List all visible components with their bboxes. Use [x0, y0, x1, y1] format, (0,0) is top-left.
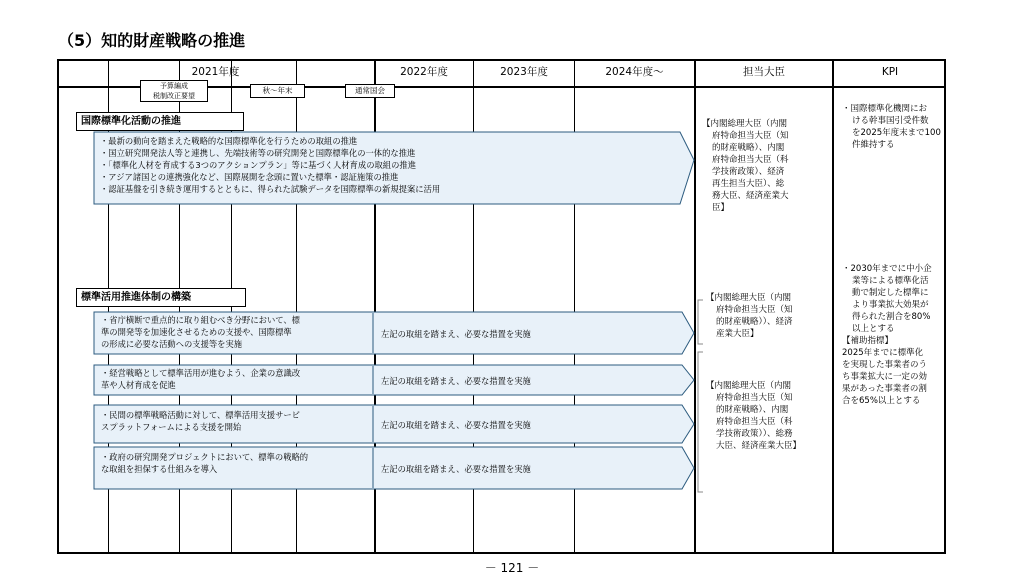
minister-line: 大臣、経済産業大臣】 [716, 441, 802, 451]
minister-line: 府特命担当大臣（科 [712, 155, 789, 165]
minister-line: 的財産戦略））、経済 [716, 317, 793, 327]
page-title: （5）知的財産戦略の推進 [58, 31, 246, 50]
item-line: ・民間の標準戦略活動に対して、標準活用支援サービ [101, 410, 300, 420]
minister-line: 【内閣総理大臣（内閣 [702, 119, 788, 129]
item-line: ・省庁横断で重点的に取り組むべき分野において、標 [101, 315, 300, 325]
diet-timeline-box: 通常国会 [345, 84, 395, 98]
minister-line: 府特命担当大臣（知 [716, 393, 793, 403]
section1-bullet: ・国立研究開発法人等と連携し、先端技術等の研究開発と国際標準化の一体的な推進 [100, 148, 416, 158]
minister-line: 再生担当大臣）、総 [712, 179, 785, 189]
section2-item-4-action: 左記の取組を踏まえ、必要な措置を実施 [381, 464, 531, 474]
kpi-line: より事業拡大効果が [852, 300, 929, 310]
minister-line: 府特命担当大臣（科 [716, 417, 793, 427]
minister-line: 【内閣総理大臣（内閣 [706, 293, 792, 303]
kpi-line: 得られた割合を80% [852, 312, 931, 322]
kpi-line: 業等による標準化活 [852, 276, 929, 286]
item-line: 準の開発等を加速化させるための支援や、国際標準 [101, 327, 292, 337]
minister-line: 的財産戦略）、内閣 [716, 405, 789, 415]
section2-item-1 [101, 314, 300, 350]
section2-item-2-action: 左記の取組を踏まえ、必要な措置を実施 [381, 376, 531, 386]
section1-bullet: ・「標準化人材を育成する3つのアクションプラン」等に基づく人材育成の取組の推進 [100, 160, 416, 170]
section1-bullets [100, 135, 440, 195]
section2-item-3-action: 左記の取組を踏まえ、必要な措置を実施 [381, 420, 531, 430]
minister-line: 府特命担当大臣（知 [716, 305, 793, 315]
kpi-line: 2025年までに標準化 [842, 348, 924, 358]
minister-bracket-a [698, 300, 703, 344]
kpi-line: 果があった事業者の割 [842, 384, 927, 394]
item-line: な取組を担保する仕組みを導入 [101, 464, 218, 474]
header-2022: 2022年度 [400, 66, 448, 78]
minister-line: 産業大臣】 [716, 329, 759, 339]
item-line: の形成に必要な活動への支援等を実施 [101, 339, 243, 349]
section2-item-1-action: 左記の取組を踏まえ、必要な措置を実施 [381, 329, 531, 339]
section1-kpi [842, 103, 942, 151]
kpi-line: 動で制定した標準に [852, 288, 929, 298]
minister-bracket-b [698, 352, 703, 492]
item-line: ・経営戦略として標準活用が進むよう、企業の意識改 [101, 368, 301, 378]
header-kpi: KPI [881, 66, 899, 78]
minister-line: 学技術政策））、総務 [716, 429, 793, 439]
kpi-line: ける幹事国引受件数 [852, 116, 929, 126]
minister-line: 府特命担当大臣（知 [712, 131, 789, 141]
minister-line: 臣】 [712, 203, 730, 213]
kpi-line: 件維持する [852, 140, 895, 150]
section1-minister [702, 118, 830, 214]
minister-line: 的財産戦略）、内閣 [712, 143, 785, 153]
minister-line: 務大臣、経済産業大 [712, 191, 789, 201]
header-minister: 担当大臣 [743, 66, 785, 78]
header-2024: 2024年度～ [605, 66, 664, 78]
budget-label: 予算編成 [160, 82, 188, 90]
kpi-line: を実現した事業者のう [842, 360, 928, 370]
item-line: スプラットフォームによる支援を開始 [101, 422, 242, 432]
section1-bullet: ・最新の動向を踏まえた戦略的な国際標準化を行うための取組の推進 [100, 136, 358, 146]
section1-bullet: ・アジア諸国との連携強化など、国際展開を念頭に置いた標準・認証施策の推進 [100, 172, 399, 182]
section2-item-4 [101, 451, 308, 475]
tax-reform-label: 税制改正要望 [153, 92, 195, 100]
kpi-line: ち事業拡大に一定の効 [842, 372, 928, 382]
item-line: ・政府の研究開発プロジェクトにおいて、標準の戦略的 [101, 452, 309, 462]
minister-line: 【内閣総理大臣（内閣 [706, 381, 792, 391]
section1-bullet: ・認証基盤を引き続き運用するとともに、得られた試験データを国際標準の新規提案に活用 [100, 184, 441, 194]
item-line: 革や人材育成を促進 [101, 380, 176, 390]
header-2023: 2023年度 [500, 66, 548, 78]
section2-item-3 [101, 409, 300, 433]
kpi-line: 以上とする [852, 324, 895, 334]
section2-minister-b [706, 380, 830, 452]
kpi-line: を2025年度末まで100 [852, 128, 941, 138]
section2-kpi [842, 263, 944, 407]
autumn-timeline-box: 秋～年末 [250, 84, 305, 98]
section2-item-2 [101, 367, 300, 391]
header-2021: 2021年度 [191, 66, 240, 78]
kpi-subindicator-label: 【補助指標】 [842, 336, 894, 346]
page-number: － 121 － [484, 561, 540, 575]
kpi-line: ・2030年までに中小企 [842, 264, 932, 274]
section1-heading: 国際標準化活動の推進 [76, 112, 244, 131]
section2-minister-a [706, 292, 830, 340]
section2-heading: 標準活用推進体制の構築 [76, 288, 246, 307]
kpi-line: ・国際標準化機関にお [842, 104, 928, 114]
kpi-line: 合を65%以上とする [842, 396, 921, 406]
minister-line: 学技術政策）、経済 [712, 167, 785, 177]
